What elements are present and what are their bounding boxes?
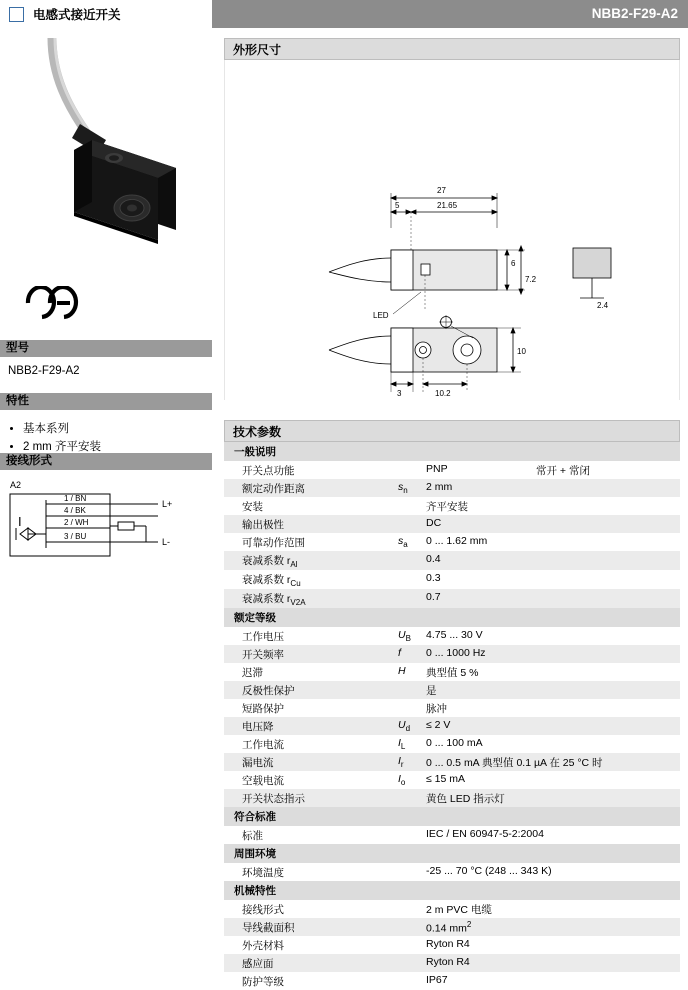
- spec-symbol: $U_B$: [398, 628, 411, 643]
- spec-label: 反极性保护: [224, 681, 394, 699]
- square-outline-icon: [9, 7, 24, 22]
- svg-text:L-: L-: [162, 537, 171, 547]
- product-photo: [8, 36, 204, 266]
- specs-table: [224, 442, 680, 990]
- spec-symbol: [394, 936, 422, 954]
- table-row: [224, 753, 680, 771]
- spec-label: 额定动作距离: [224, 479, 394, 497]
- spec-label: 短路保护: [242, 702, 284, 715]
- spec-symbol: [394, 570, 422, 589]
- wiring-diagram: [6, 476, 206, 586]
- svg-text:I: I: [18, 514, 22, 529]
- table-row: [224, 918, 680, 936]
- spec-symbol: [394, 681, 422, 699]
- table-row: [224, 699, 680, 717]
- spec-symbol: [394, 589, 422, 608]
- table-row: [224, 717, 680, 735]
- svg-text:2.4: 2.4: [597, 301, 609, 310]
- spec-label: 工作电流: [242, 738, 284, 751]
- spec-value: 4.75 ... 30 V: [426, 628, 483, 641]
- section-title-dimensions: 外形尺寸: [224, 38, 680, 60]
- specs-group-row: [224, 608, 680, 627]
- spec-value: 0.7: [422, 589, 680, 608]
- header-model-number: NBB2-F29-A2: [591, 6, 678, 21]
- spec-label: 导线截面积: [224, 918, 394, 936]
- svg-text:3: 3: [397, 389, 402, 398]
- specs-group-label: 符合标准: [224, 807, 680, 826]
- spec-label: 衰减系数 $r_{Al}$: [224, 551, 394, 570]
- spec-value: 0 ... 1.62 mm: [426, 534, 488, 547]
- spec-label: 可靠动作范围: [242, 536, 305, 549]
- spec-value: 0.3: [426, 571, 441, 584]
- dimensions-panel: [224, 38, 680, 400]
- table-row: [224, 663, 680, 681]
- section-title-wiring: 接线形式: [0, 453, 212, 470]
- table-row: [224, 771, 680, 789]
- spec-symbol: [394, 918, 422, 936]
- spec-label: 电压降: [224, 717, 394, 735]
- spec-label: 外壳材料: [242, 939, 284, 952]
- spec-symbol: [394, 863, 422, 881]
- svg-text:27: 27: [437, 186, 446, 195]
- spec-value: ≤ 15 mA: [426, 772, 466, 785]
- page-header: [0, 0, 688, 28]
- table-row: [224, 863, 680, 881]
- table-row: [224, 972, 680, 990]
- spec-value: IEC / EN 60947-5-2:2004: [426, 827, 544, 840]
- svg-text:4 / BK: 4 / BK: [64, 506, 86, 515]
- spec-label: 迟滞: [242, 666, 263, 679]
- svg-text:7.2: 7.2: [525, 275, 537, 284]
- ce-mark-icon: [24, 286, 84, 320]
- spec-symbol: [394, 972, 422, 990]
- spec-label: 开关点功能: [242, 464, 295, 477]
- svg-text:6: 6: [511, 259, 516, 268]
- spec-label: 开关频率: [224, 645, 394, 663]
- header-left-block: [0, 0, 212, 28]
- spec-value: 0 ... 0.5 mA 典型值 0.1 µA 在 25 °C 时: [422, 753, 680, 771]
- spec-symbol: $s_a$: [398, 534, 408, 549]
- svg-text:1 / BN: 1 / BN: [64, 494, 87, 503]
- wiring-label-a2: A2: [10, 480, 22, 490]
- spec-value: ≤ 2 V: [422, 717, 680, 735]
- spec-value: Ryton R4: [426, 937, 470, 950]
- specs-group-label: 一般说明: [224, 442, 680, 461]
- spec-label: 安装: [242, 500, 263, 513]
- spec-label: 环境温度: [242, 866, 284, 879]
- spec-symbol: [394, 551, 422, 570]
- spec-symbol: [394, 515, 422, 533]
- section-title-type: 型号: [0, 340, 212, 357]
- table-row: [224, 589, 680, 608]
- spec-symbol: [394, 789, 422, 807]
- specs-group-label: 额定等级: [224, 608, 680, 627]
- table-row: [224, 681, 680, 699]
- left-column: [0, 28, 212, 900]
- spec-symbol: $U_d$: [394, 717, 422, 735]
- list-item: • 2 mm 齐平安装: [23, 438, 206, 454]
- table-row: [224, 515, 680, 533]
- spec-value: DC: [422, 515, 680, 533]
- spec-symbol: [394, 900, 422, 918]
- spec-symbol: $I_r$: [394, 753, 422, 771]
- page-title: 电感式接近开关: [33, 8, 121, 22]
- svg-text:10: 10: [517, 347, 526, 356]
- spec-symbol: [394, 826, 422, 844]
- svg-text:5: 5: [395, 201, 400, 210]
- spec-symbol: [394, 497, 422, 515]
- spec-label: 漏电流: [224, 753, 394, 771]
- spec-value: 2 m PVC 电缆: [426, 903, 492, 916]
- svg-text:2 / WH: 2 / WH: [64, 518, 89, 527]
- spec-label: 感应面: [224, 954, 394, 972]
- specs-group-row: [224, 442, 680, 461]
- spec-value: Ryton R4: [422, 954, 680, 972]
- spec-label: 接线形式: [242, 903, 284, 916]
- svg-text:L+: L+: [162, 499, 173, 509]
- spec-symbol: [394, 699, 422, 717]
- table-row: [224, 735, 680, 753]
- specs-group-row: [224, 881, 680, 900]
- specs-group-label: 周围环境: [224, 844, 680, 863]
- spec-value: PNP: [426, 462, 448, 475]
- spec-value: 脉冲: [426, 702, 447, 715]
- table-row: [224, 551, 680, 570]
- spec-value: 0 ... 1000 Hz: [422, 645, 680, 663]
- spec-symbol: $s_n$: [394, 479, 422, 497]
- spec-value: 齐平安装: [426, 500, 468, 513]
- spec-value: 是: [422, 681, 680, 699]
- type-value: NBB2-F29-A2: [8, 365, 80, 377]
- table-row: [224, 900, 680, 918]
- specs-group-label: 机械特性: [224, 881, 680, 900]
- spec-value: 0.14 $mm^2$: [422, 918, 680, 936]
- list-item: • 基本系列: [23, 420, 206, 436]
- spec-label: 空载电流: [242, 774, 284, 787]
- spec-symbol: [394, 954, 422, 972]
- table-row: [224, 627, 680, 645]
- spec-label: 衰减系数 $r_{V2A}$: [224, 589, 394, 608]
- spec-value: 2 mm: [422, 479, 680, 497]
- spec-symbol: f: [394, 645, 422, 663]
- spec-label: 工作电压: [242, 630, 284, 643]
- svg-text:21.65: 21.65: [437, 201, 458, 210]
- spec-label: 标准: [242, 829, 263, 842]
- spec-label: 衰减系数 $r_{Cu}$: [242, 573, 301, 588]
- table-row: [224, 461, 680, 479]
- spec-label: 输出极性: [224, 515, 394, 533]
- specs-group-row: [224, 807, 680, 826]
- table-row: [224, 954, 680, 972]
- spec-value: IP67: [426, 973, 448, 986]
- table-row: [224, 645, 680, 663]
- specs-table-body: [224, 442, 680, 990]
- table-row: [224, 479, 680, 497]
- spec-label: 开关状态指示: [224, 789, 394, 807]
- spec-value: 典型值 5 %: [426, 666, 479, 679]
- svg-text:10.2: 10.2: [435, 389, 451, 398]
- spec-value: -25 ... 70 °C (248 ... 343 K): [426, 864, 552, 877]
- specs-group-row: [224, 844, 680, 863]
- spec-label: 防护等级: [242, 975, 284, 988]
- spec-symbol: $I_L$: [398, 736, 406, 751]
- section-title-specs: 技术参数: [224, 420, 680, 442]
- table-row: [224, 533, 680, 551]
- section-title-features: 特性: [0, 393, 212, 410]
- spec-value-secondary: 常开 + 常闭: [536, 464, 590, 477]
- spec-value: 0 ... 100 mA: [426, 736, 483, 749]
- table-row: [224, 936, 680, 954]
- table-row: [224, 826, 680, 844]
- table-row: [224, 570, 680, 589]
- table-row: [224, 789, 680, 807]
- svg-text:3 / BU: 3 / BU: [64, 532, 87, 541]
- svg-text:LED: LED: [373, 311, 389, 320]
- spec-value: 0.4: [422, 551, 680, 570]
- table-row: [224, 497, 680, 515]
- spec-symbol: [394, 461, 422, 479]
- dimension-drawing: [224, 60, 680, 400]
- spec-symbol: $I_o$: [398, 772, 406, 787]
- spec-symbol: H: [398, 664, 406, 677]
- spec-value: 黄色 LED 指示灯: [422, 789, 680, 807]
